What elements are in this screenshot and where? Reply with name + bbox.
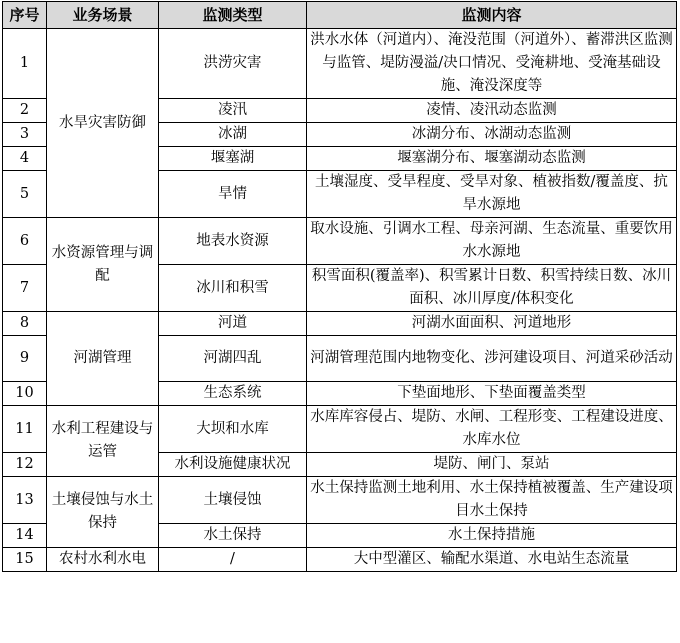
header-index: 序号 xyxy=(3,2,47,29)
row-index: 7 xyxy=(3,265,47,312)
monitoring-content: 土壤湿度、受旱程度、受旱对象、植被指数/覆盖度、抗旱水源地 xyxy=(307,171,677,218)
header-row xyxy=(3,2,677,29)
business-scene: 水资源管理与调配 xyxy=(47,218,159,312)
monitoring-content: 取水设施、引调水工程、母亲河湖、生态流量、重要饮用水水源地 xyxy=(307,218,677,265)
monitoring-type: / xyxy=(159,548,307,572)
monitoring-content: 凌情、凌汛动态监测 xyxy=(307,99,677,123)
header-content: 监测内容 xyxy=(307,2,677,29)
monitoring-type: 洪涝灾害 xyxy=(159,29,307,99)
business-scene: 农村水利水电 xyxy=(47,548,159,572)
monitoring-content: 水土保持监测土地利用、水土保持植被覆盖、生产建设项目水土保持 xyxy=(307,477,677,524)
monitoring-type: 大坝和水库 xyxy=(159,406,307,453)
business-scene: 土壤侵蚀与水土保持 xyxy=(47,477,159,548)
monitoring-type: 冰湖 xyxy=(159,123,307,147)
table-row xyxy=(3,29,677,99)
row-index: 8 xyxy=(3,312,47,336)
row-index: 6 xyxy=(3,218,47,265)
table-row xyxy=(3,548,677,572)
table-row xyxy=(3,477,677,524)
monitoring-type: 河道 xyxy=(159,312,307,336)
header-scene: 业务场景 xyxy=(47,2,159,29)
table-row xyxy=(3,218,677,265)
monitoring-type: 水土保持 xyxy=(159,524,307,548)
monitoring-content: 积雪面积(覆盖率)、积雪累计日数、积雪持续日数、冰川面积、冰川厚度/体积变化 xyxy=(307,265,677,312)
row-index: 14 xyxy=(3,524,47,548)
table-row xyxy=(3,312,677,336)
header-type: 监测类型 xyxy=(159,2,307,29)
row-index: 15 xyxy=(3,548,47,572)
monitoring-table xyxy=(2,1,677,572)
monitoring-content: 冰湖分布、冰湖动态监测 xyxy=(307,123,677,147)
business-scene: 水旱灾害防御 xyxy=(47,29,159,218)
monitoring-type: 旱情 xyxy=(159,171,307,218)
monitoring-content: 大中型灌区、输配水渠道、水电站生态流量 xyxy=(307,548,677,572)
business-scene: 河湖管理 xyxy=(47,312,159,406)
row-index: 11 xyxy=(3,406,47,453)
monitoring-content: 水土保持措施 xyxy=(307,524,677,548)
monitoring-content: 堤防、闸门、泵站 xyxy=(307,453,677,477)
monitoring-content: 下垫面地形、下垫面覆盖类型 xyxy=(307,382,677,406)
row-index: 10 xyxy=(3,382,47,406)
table-row xyxy=(3,406,677,453)
table-header xyxy=(3,2,677,29)
monitoring-content: 堰塞湖分布、堰塞湖动态监测 xyxy=(307,147,677,171)
row-index: 9 xyxy=(3,336,47,382)
monitoring-type: 堰塞湖 xyxy=(159,147,307,171)
row-index: 4 xyxy=(3,147,47,171)
monitoring-content: 河湖管理范围内地物变化、涉河建设项目、河道采砂活动 xyxy=(307,336,677,382)
monitoring-type: 河湖四乱 xyxy=(159,336,307,382)
business-scene: 水利工程建设与运管 xyxy=(47,406,159,477)
row-index: 3 xyxy=(3,123,47,147)
monitoring-content: 河湖水面面积、河道地形 xyxy=(307,312,677,336)
monitoring-type: 水利设施健康状况 xyxy=(159,453,307,477)
monitoring-content: 水库库容侵占、堤防、水闸、工程形变、工程建设进度、水库水位 xyxy=(307,406,677,453)
row-index: 12 xyxy=(3,453,47,477)
row-index: 2 xyxy=(3,99,47,123)
monitoring-type: 土壤侵蚀 xyxy=(159,477,307,524)
row-index: 1 xyxy=(3,29,47,99)
monitoring-content: 洪水水体（河道内）、淹没范围（河道外）、蓄滞洪区监测与监管、堤防漫溢/决口情况、受淹耕地、受淹基础设施、淹没深度等 xyxy=(307,29,677,99)
row-index: 5 xyxy=(3,171,47,218)
monitoring-type: 冰川和积雪 xyxy=(159,265,307,312)
monitoring-type: 地表水资源 xyxy=(159,218,307,265)
table-body xyxy=(3,29,677,572)
row-index: 13 xyxy=(3,477,47,524)
monitoring-type: 凌汛 xyxy=(159,99,307,123)
monitoring-type: 生态系统 xyxy=(159,382,307,406)
